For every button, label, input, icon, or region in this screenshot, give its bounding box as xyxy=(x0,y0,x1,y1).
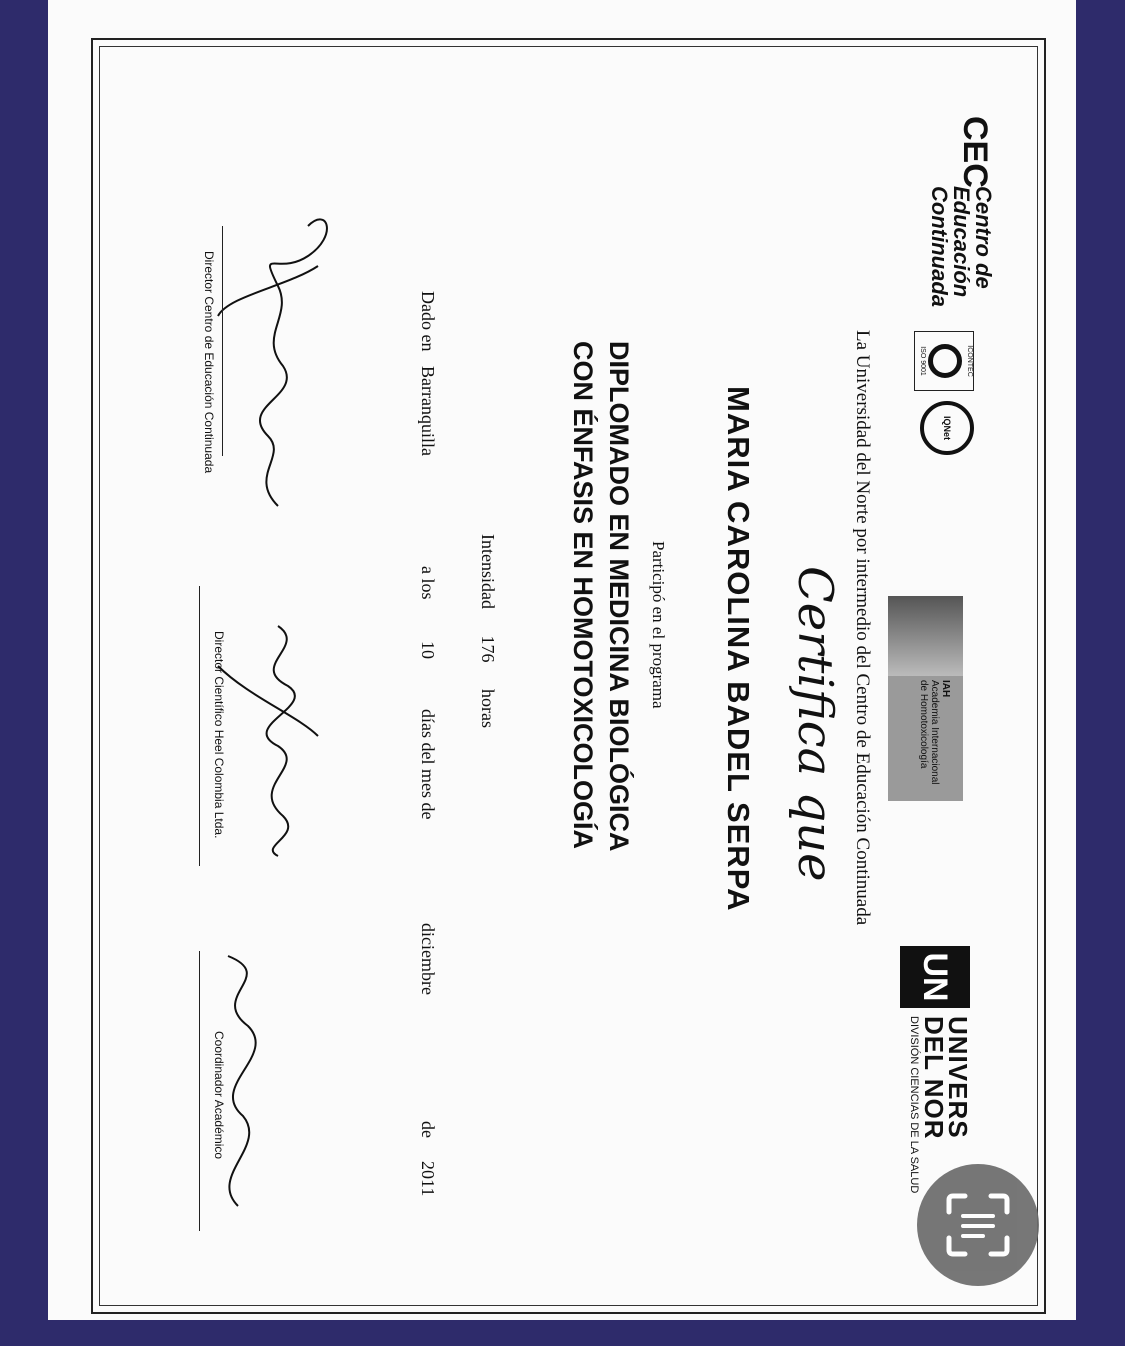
signature-1-role: Director Centro de Educación Continuada xyxy=(202,251,216,474)
certificate-content xyxy=(99,46,1038,1306)
city: Barranquilla xyxy=(418,366,438,456)
day: 10 xyxy=(418,641,438,659)
signature-2-role: Director Científico Heel Colombia Ltda. xyxy=(212,631,226,839)
recipient-name: MARIA CAROLINA BADEL SERPA xyxy=(721,386,756,912)
icontec-badge: ICONTEC ISO 9001 xyxy=(914,331,974,391)
portrait-icon xyxy=(888,596,963,676)
intensity-label: Intensidad xyxy=(478,534,498,609)
text-scan-icon xyxy=(943,1190,1013,1260)
participation-label: Participó en el programa xyxy=(649,541,668,709)
program-title-line2: CON ÉNFASIS EN HOMOTOXICOLOGÍA xyxy=(568,341,598,850)
given-in-label: Dado en xyxy=(418,291,438,352)
signature-3-role: Coordinador Académico xyxy=(212,1031,226,1160)
signature-1-line xyxy=(222,226,223,456)
on-the-label: a los xyxy=(418,566,438,600)
signature-2-line xyxy=(199,586,200,866)
iah-logo: IAH Academia Internacional de Homotoxicología xyxy=(888,596,963,801)
days-of-month-label: días del mes de xyxy=(418,709,438,820)
signature-2 xyxy=(188,606,338,866)
certificate-heading: Certifica que xyxy=(787,566,843,882)
iqnet-badge: IQNet xyxy=(920,401,974,455)
month: diciembre xyxy=(418,923,438,995)
intensity-value: 176 xyxy=(478,635,498,663)
of-label: de xyxy=(418,1121,438,1138)
uninorte-mark: UN xyxy=(900,946,970,1008)
intensity-row xyxy=(477,534,498,750)
signature-3 xyxy=(188,936,298,1236)
intensity-unit: horas xyxy=(478,688,498,728)
icontec-icon xyxy=(928,344,962,378)
program-title-line1: DIPLOMADO EN MEDICINA BIOLÓGICA xyxy=(604,341,634,852)
cec-name: Centro de Educación Continuada xyxy=(927,186,996,307)
uninorte-name: UNIVERS DEL NOR xyxy=(919,1016,973,1140)
year: 2011 xyxy=(418,1161,438,1197)
text-scan-button[interactable] xyxy=(917,1164,1039,1286)
certificate-intro: La Universidad del Norte por intermedio del Centro de Educación Continuada xyxy=(852,330,873,926)
uninorte-division: DIVISIÓN CIENCIAS DE LA SALUD xyxy=(908,1016,920,1194)
cec-mark: CEC xyxy=(956,116,994,188)
uninorte-logo xyxy=(880,946,973,1346)
